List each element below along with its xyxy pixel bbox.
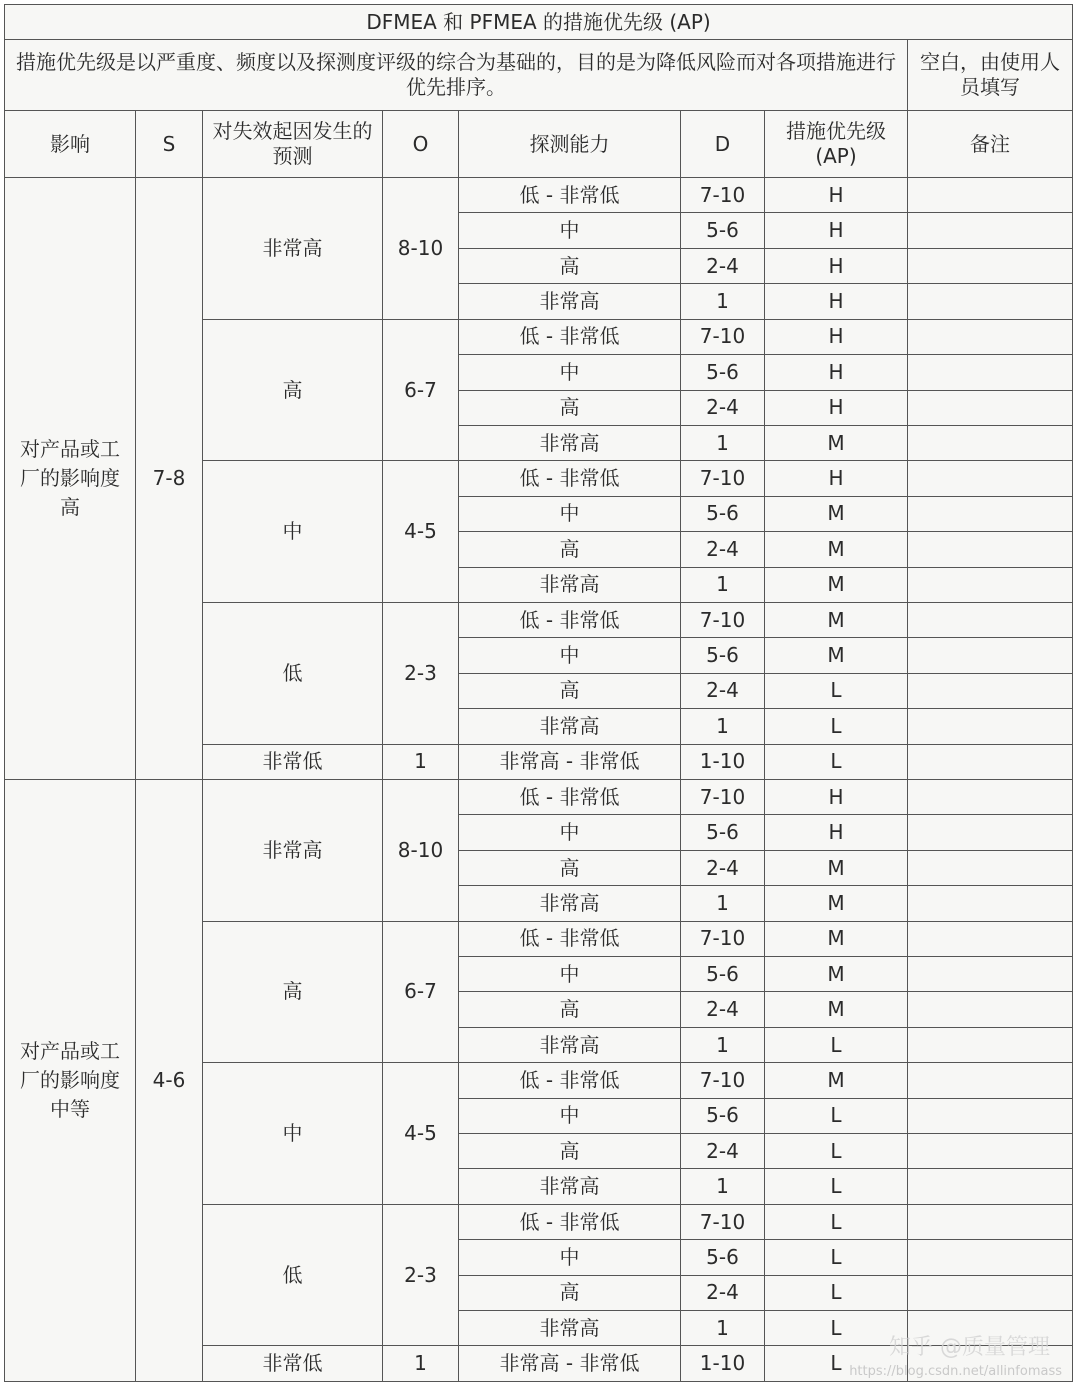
d-cell: 1 — [681, 425, 765, 460]
detection-cell: 高 — [459, 248, 681, 283]
ap-cell: L — [765, 1240, 908, 1275]
ap-cell: H — [765, 213, 908, 248]
detection-cell: 低 - 非常低 — [459, 319, 681, 354]
prediction-cell: 中 — [203, 461, 383, 603]
detection-cell: 低 - 非常低 — [459, 178, 681, 213]
detection-cell: 高 — [459, 390, 681, 425]
d-cell: 5-6 — [681, 355, 765, 390]
detection-cell: 低 - 非常低 — [459, 1063, 681, 1098]
detection-cell: 中 — [459, 1240, 681, 1275]
detection-cell: 中 — [459, 638, 681, 673]
table-row — [5, 779, 1073, 814]
occurrence-cell: 4-5 — [383, 1063, 459, 1205]
ap-cell: L — [765, 1134, 908, 1169]
note-cell — [908, 957, 1073, 992]
ap-cell: H — [765, 178, 908, 213]
detection-cell: 中 — [459, 213, 681, 248]
detection-cell: 非常高 — [459, 1311, 681, 1346]
detection-cell: 低 - 非常低 — [459, 921, 681, 956]
prediction-cell: 非常高 — [203, 779, 383, 921]
d-cell: 7-10 — [681, 178, 765, 213]
detection-cell: 高 — [459, 992, 681, 1027]
severity-cell: 7-8 — [136, 178, 203, 780]
detection-cell: 高 — [459, 532, 681, 567]
d-cell: 7-10 — [681, 921, 765, 956]
detection-cell: 中 — [459, 1098, 681, 1133]
ap-cell: M — [765, 425, 908, 460]
d-cell: 1 — [681, 709, 765, 744]
note-cell — [908, 1204, 1073, 1239]
d-cell: 7-10 — [681, 319, 765, 354]
note-cell — [908, 355, 1073, 390]
ap-cell: H — [765, 319, 908, 354]
note-cell — [908, 992, 1073, 1027]
note-cell — [908, 815, 1073, 850]
d-cell: 5-6 — [681, 496, 765, 531]
detection-cell: 低 - 非常低 — [459, 461, 681, 496]
detection-cell: 低 - 非常低 — [459, 779, 681, 814]
d-cell: 5-6 — [681, 638, 765, 673]
prediction-cell: 中 — [203, 1063, 383, 1205]
note-cell — [908, 532, 1073, 567]
note-cell — [908, 921, 1073, 956]
watermark-logo-text: 知乎 @质量管理 — [889, 1335, 1050, 1360]
d-cell: 2-4 — [681, 1275, 765, 1310]
detection-cell: 非常高 — [459, 284, 681, 319]
note-cell — [908, 886, 1073, 921]
occurrence-cell: 1 — [383, 1346, 459, 1382]
note-cell — [908, 779, 1073, 814]
detection-cell: 中 — [459, 496, 681, 531]
note-cell — [908, 744, 1073, 779]
prediction-cell: 非常低 — [203, 744, 383, 779]
note-cell — [908, 1134, 1073, 1169]
note-cell — [908, 1275, 1073, 1310]
d-cell: 1 — [681, 1311, 765, 1346]
note-cell — [908, 1169, 1073, 1204]
d-cell: 1 — [681, 886, 765, 921]
occurrence-cell: 6-7 — [383, 921, 459, 1063]
note-cell — [908, 248, 1073, 283]
ap-cell: H — [765, 390, 908, 425]
d-cell: 7-10 — [681, 461, 765, 496]
ap-cell: M — [765, 992, 908, 1027]
note-cell — [908, 602, 1073, 637]
ap-cell: H — [765, 355, 908, 390]
note-cell — [908, 496, 1073, 531]
note-cell — [908, 178, 1073, 213]
ap-cell: M — [765, 532, 908, 567]
note-cell — [908, 1098, 1073, 1133]
ap-cell: H — [765, 284, 908, 319]
note-cell — [908, 425, 1073, 460]
d-cell: 2-4 — [681, 850, 765, 885]
detection-cell: 高 — [459, 1275, 681, 1310]
prediction-cell: 低 — [203, 1204, 383, 1346]
note-cell — [908, 638, 1073, 673]
ap-cell: H — [765, 248, 908, 283]
note-cell — [908, 567, 1073, 602]
d-cell: 2-4 — [681, 1134, 765, 1169]
ap-cell: M — [765, 921, 908, 956]
detection-cell: 非常高 — [459, 567, 681, 602]
remark-description: 空白，由使用人员填写 — [908, 40, 1073, 111]
d-cell: 1-10 — [681, 1346, 765, 1382]
detection-cell: 高 — [459, 850, 681, 885]
occurrence-cell: 8-10 — [383, 779, 459, 921]
ap-cell: L — [765, 744, 908, 779]
note-cell — [908, 1027, 1073, 1062]
header-detection: 探测能力 — [459, 111, 681, 178]
detection-cell: 低 - 非常低 — [459, 1204, 681, 1239]
table-description: 措施优先级是以严重度、频度以及探测度评级的综合为基础的，目的是为降低风险而对各项措施进行优先排序。 — [5, 40, 908, 111]
detection-cell: 中 — [459, 957, 681, 992]
prediction-cell: 非常低 — [203, 1346, 383, 1382]
prediction-cell: 低 — [203, 602, 383, 744]
impact-cell: 对产品或工厂的影响度高 — [5, 178, 136, 780]
detection-cell: 非常高 — [459, 1169, 681, 1204]
detection-cell: 非常高 — [459, 1027, 681, 1062]
detection-cell: 非常高 — [459, 709, 681, 744]
detection-cell: 非常高 - 非常低 — [459, 1346, 681, 1382]
ap-cell: L — [765, 1311, 908, 1346]
note-cell — [908, 850, 1073, 885]
d-cell: 7-10 — [681, 1063, 765, 1098]
detection-cell: 高 — [459, 1134, 681, 1169]
d-cell: 2-4 — [681, 390, 765, 425]
d-cell: 7-10 — [681, 1204, 765, 1239]
prediction-cell: 非常高 — [203, 178, 383, 320]
ap-cell: M — [765, 496, 908, 531]
watermark-url: https://blog.csdn.net/allinfomass — [849, 1364, 1062, 1379]
header-d: D — [681, 111, 765, 178]
note-cell — [908, 319, 1073, 354]
severity-cell: 4-6 — [136, 779, 203, 1381]
note-cell — [908, 709, 1073, 744]
occurrence-cell: 4-5 — [383, 461, 459, 603]
ap-cell: H — [765, 461, 908, 496]
d-cell: 5-6 — [681, 1098, 765, 1133]
detection-cell: 非常高 — [459, 886, 681, 921]
ap-cell: L — [765, 709, 908, 744]
ap-cell: M — [765, 886, 908, 921]
impact-cell: 对产品或工厂的影响度中等 — [5, 779, 136, 1381]
d-cell: 1-10 — [681, 744, 765, 779]
d-cell: 1 — [681, 284, 765, 319]
prediction-cell: 高 — [203, 921, 383, 1063]
d-cell: 1 — [681, 1027, 765, 1062]
d-cell: 2-4 — [681, 532, 765, 567]
ap-cell: L — [765, 1275, 908, 1310]
d-cell: 5-6 — [681, 213, 765, 248]
occurrence-cell: 6-7 — [383, 319, 459, 461]
note-cell — [908, 1063, 1073, 1098]
ap-cell: M — [765, 602, 908, 637]
detection-cell: 中 — [459, 815, 681, 850]
ap-table — [4, 4, 1073, 1382]
header-prediction: 对失效起因发生的预测 — [203, 111, 383, 178]
d-cell: 5-6 — [681, 815, 765, 850]
note-cell — [908, 461, 1073, 496]
d-cell: 7-10 — [681, 779, 765, 814]
ap-cell: L — [765, 1169, 908, 1204]
note-cell — [908, 284, 1073, 319]
d-cell: 2-4 — [681, 673, 765, 708]
table-title: DFMEA 和 PFMEA 的措施优先级 (AP) — [5, 5, 1073, 40]
ap-cell: H — [765, 779, 908, 814]
detection-cell: 低 - 非常低 — [459, 602, 681, 637]
header-impact: 影响 — [5, 111, 136, 178]
ap-cell: H — [765, 815, 908, 850]
header-o: O — [383, 111, 459, 178]
ap-cell: L — [765, 673, 908, 708]
ap-cell: M — [765, 638, 908, 673]
ap-cell: M — [765, 567, 908, 602]
occurrence-cell: 2-3 — [383, 602, 459, 744]
d-cell: 1 — [681, 567, 765, 602]
table-row — [5, 178, 1073, 213]
d-cell: 1 — [681, 1169, 765, 1204]
occurrence-cell: 2-3 — [383, 1204, 459, 1346]
detection-cell: 非常高 — [459, 425, 681, 460]
ap-cell: M — [765, 1063, 908, 1098]
d-cell: 5-6 — [681, 957, 765, 992]
ap-cell: L — [765, 1346, 908, 1382]
detection-cell: 高 — [459, 673, 681, 708]
d-cell: 5-6 — [681, 1240, 765, 1275]
note-cell — [908, 673, 1073, 708]
header-note: 备注 — [908, 111, 1073, 178]
occurrence-cell: 1 — [383, 744, 459, 779]
note-cell — [908, 390, 1073, 425]
header-ap: 措施优先级 (AP) — [765, 111, 908, 178]
ap-cell: M — [765, 850, 908, 885]
note-cell — [908, 1240, 1073, 1275]
ap-cell: L — [765, 1027, 908, 1062]
ap-cell: L — [765, 1204, 908, 1239]
ap-cell: L — [765, 1098, 908, 1133]
ap-table-sheet — [4, 4, 1072, 1382]
note-cell — [908, 213, 1073, 248]
header-s: S — [136, 111, 203, 178]
detection-cell: 非常高 - 非常低 — [459, 744, 681, 779]
d-cell: 2-4 — [681, 248, 765, 283]
d-cell: 2-4 — [681, 992, 765, 1027]
detection-cell: 中 — [459, 355, 681, 390]
d-cell: 7-10 — [681, 602, 765, 637]
occurrence-cell: 8-10 — [383, 178, 459, 320]
prediction-cell: 高 — [203, 319, 383, 461]
ap-cell: M — [765, 957, 908, 992]
